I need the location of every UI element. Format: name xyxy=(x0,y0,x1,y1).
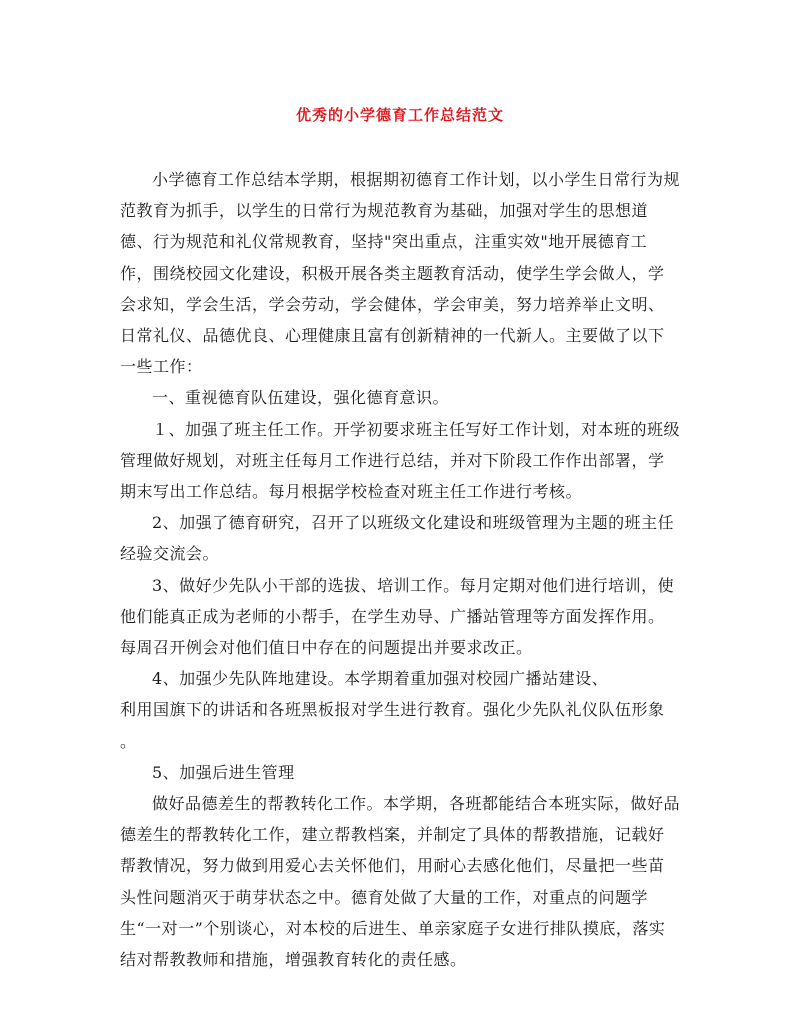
paragraph-item-4-continued: 利用国旗下的讲话和各班黑板报对学生进行教育。强化少先队礼仪队伍形象 xyxy=(120,700,665,720)
document-body xyxy=(120,164,680,975)
paragraph-item-4: 4、加强少先队阵地建设。本学期着重加强对校园广播站建设、 xyxy=(152,669,609,689)
paragraph-item-5: 5、加强后进生管理 xyxy=(152,762,295,782)
heading-section-1: 一、重视德育队伍建设，强化德育意识。 xyxy=(152,388,450,408)
paragraph-item-4-period: 。 xyxy=(120,731,137,751)
paragraph-intro: 小学德育工作总结本学期，根据期初德育工作计划，以小学生日常行为规范教育为抓手，以学生的日常行为规范教育为基础，加强对学生的思想道德、行为规范和礼仪常规教育，坚持"突出重点，注重实效"地开展德育工作，围绕校园文化建设，积极开展各类主题教育活动，使学生学会做人，学会求知，学会生活，学会劳动，学会健体，学会审美，努力培养举止文明、日常礼仪、品德优良、心理健康且富有创新精神的一代新人。主要做了以下一些工作： xyxy=(120,170,681,377)
paragraph-item-3: 3、做好少先队小干部的选拔、培训工作。每月定期对他们进行培训，使他们能真正成为老师的小帮手，在学生劝导、广播站管理等方面发挥作用。每周召开例会对他们值日中存在的问题提出并要求改正。 xyxy=(120,575,675,658)
paragraph-item-2: 2、加强了德育研究，召开了以班级文化建设和班级管理为主题的班主任经验交流会。 xyxy=(120,513,675,564)
paragraph-item-5-detail: 做好品德差生的帮教转化工作。本学期，各班都能结合本班实际，做好品德差生的帮教转化工作，建立帮教档案，并制定了具体的帮教措施，记载好帮教情况，努力做到用爱心去关怀他们，用耐心去感化他们，尽量把一些苗头性问题消灭于萌芽状态之中。德育处做了大量的工作，对重点的问题学生“一对一”个别谈心，对本校的后进生、单亲家庭子女进行排队摸底，落实结对帮教教师和措施，增强教育转化的责任感。 xyxy=(120,794,681,970)
document-title: 优秀的小学德育工作总结范文 xyxy=(295,106,504,124)
paragraph-item-1: １、加强了班主任工作。开学初要求班主任写好工作计划，对本班的班级管理做好规划，对班主任每月工作进行总结，并对下阶段工作作出部署，学期末写出工作总结。每月根据学校检查对班主任工作进行考核。 xyxy=(120,419,681,502)
